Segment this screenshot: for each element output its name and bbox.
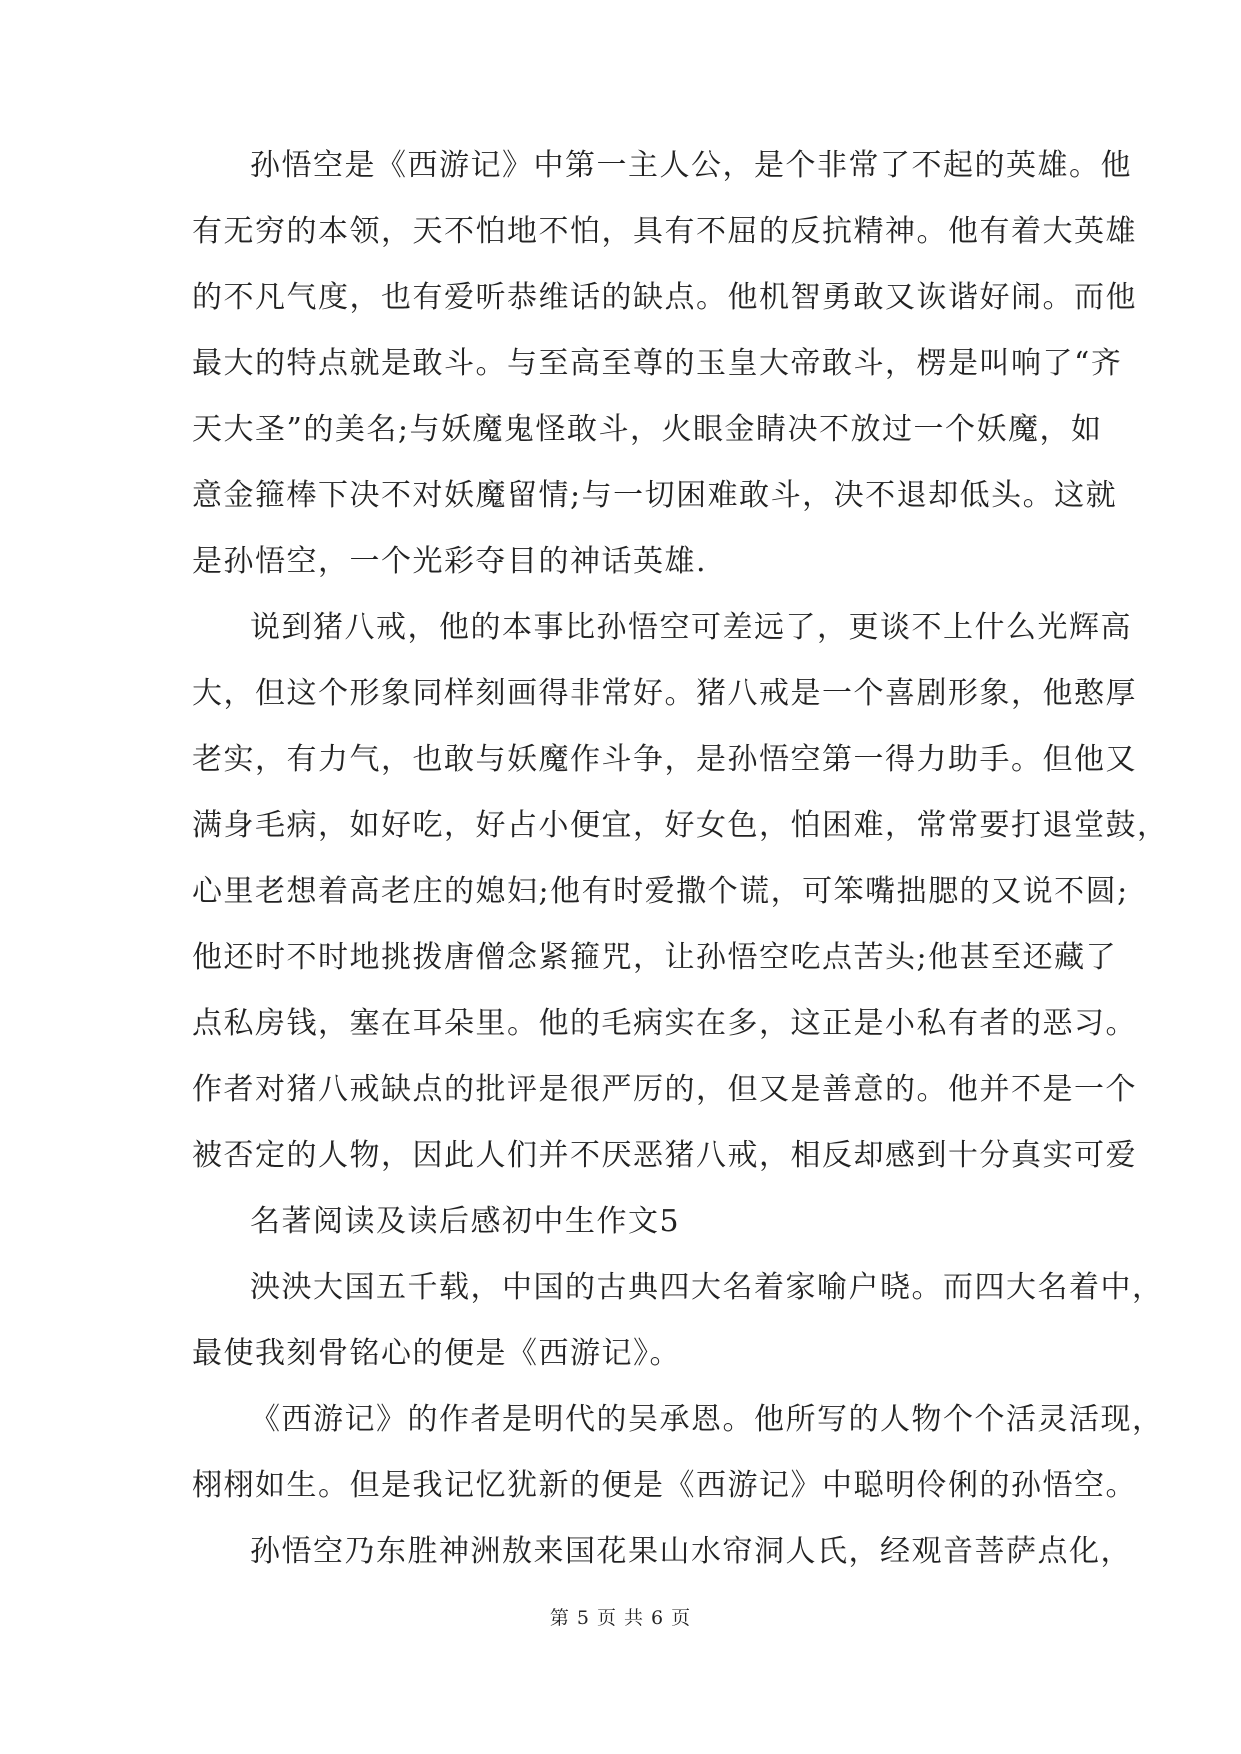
text-line: 最使我刻骨铭心的便是《西游记》。 [192, 1336, 681, 1371]
section-heading: 名著阅读及读后感初中生作文5 [250, 1204, 681, 1239]
text-line: 最大的特点就是敢斗。与至高至尊的玉皇大帝敢斗，楞是叫响了“齐 [192, 346, 1123, 381]
text-line: 有无穷的本领，天不怕地不怕，具有不屈的反抗精神。他有着大英雄 [192, 214, 1137, 249]
text-line: 泱泱大国五千载，中国的古典四大名着家喻户晓。而四大名着中， [250, 1270, 1164, 1305]
text-line: 心里老想着高老庄的媳妇;他有时爱撒个谎，可笨嘴拙腮的又说不圆; [192, 874, 1129, 909]
text-line: 栩栩如生。但是我记忆犹新的便是《西游记》中聪明伶俐的孙悟空。 [192, 1468, 1137, 1503]
text-line: 满身毛病，如好吃，好占小便宜，好女色，怕困难，常常要打退堂鼓， [192, 808, 1169, 843]
text-line: 被否定的人物，因此人们并不厌恶猪八戒，相反却感到十分真实可爱 [192, 1138, 1137, 1173]
text-line: 作者对猪八戒缺点的批评是很严厉的，但又是善意的。他并不是一个 [192, 1072, 1137, 1107]
text-line: 天大圣”的美名;与妖魔鬼怪敢斗，火眼金睛决不放过一个妖魔，如 [192, 412, 1103, 447]
text-line: 老实，有力气，也敢与妖魔作斗争，是孙悟空第一得力助手。但他又 [192, 742, 1137, 777]
text-line: 孙悟空是《西游记》中第一主人公，是个非常了不起的英雄。他 [250, 148, 1132, 183]
text-line: 说到猪八戒，他的本事比孙悟空可差远了，更谈不上什么光辉高 [250, 610, 1132, 645]
text-line: 大，但这个形象同样刻画得非常好。猪八戒是一个喜剧形象，他憨厚 [192, 676, 1137, 711]
text-line: 《西游记》的作者是明代的吴承恩。他所写的人物个个活灵活现， [250, 1402, 1164, 1437]
text-line: 孙悟空乃东胜神洲敖来国花果山水帘洞人氏，经观音菩萨点化， [250, 1534, 1132, 1569]
text-line: 点私房钱，塞在耳朵里。他的毛病实在多，这正是小私有者的恶习。 [192, 1006, 1137, 1041]
text-line: 意金箍棒下决不对妖魔留情;与一切困难敢斗，决不退却低头。这就 [192, 478, 1118, 513]
text-line: 的不凡气度，也有爱听恭维话的缺点。他机智勇敢又诙谐好闹。而他 [192, 280, 1137, 315]
text-line: 他还时不时地挑拨唐僧念紧箍咒，让孙悟空吃点苦头;他甚至还藏了 [192, 940, 1118, 975]
page-number-footer: 第 5 页 共 6 页 [549, 1607, 692, 1629]
text-line: 是孙悟空，一个光彩夺目的神话英雄. [192, 544, 708, 579]
